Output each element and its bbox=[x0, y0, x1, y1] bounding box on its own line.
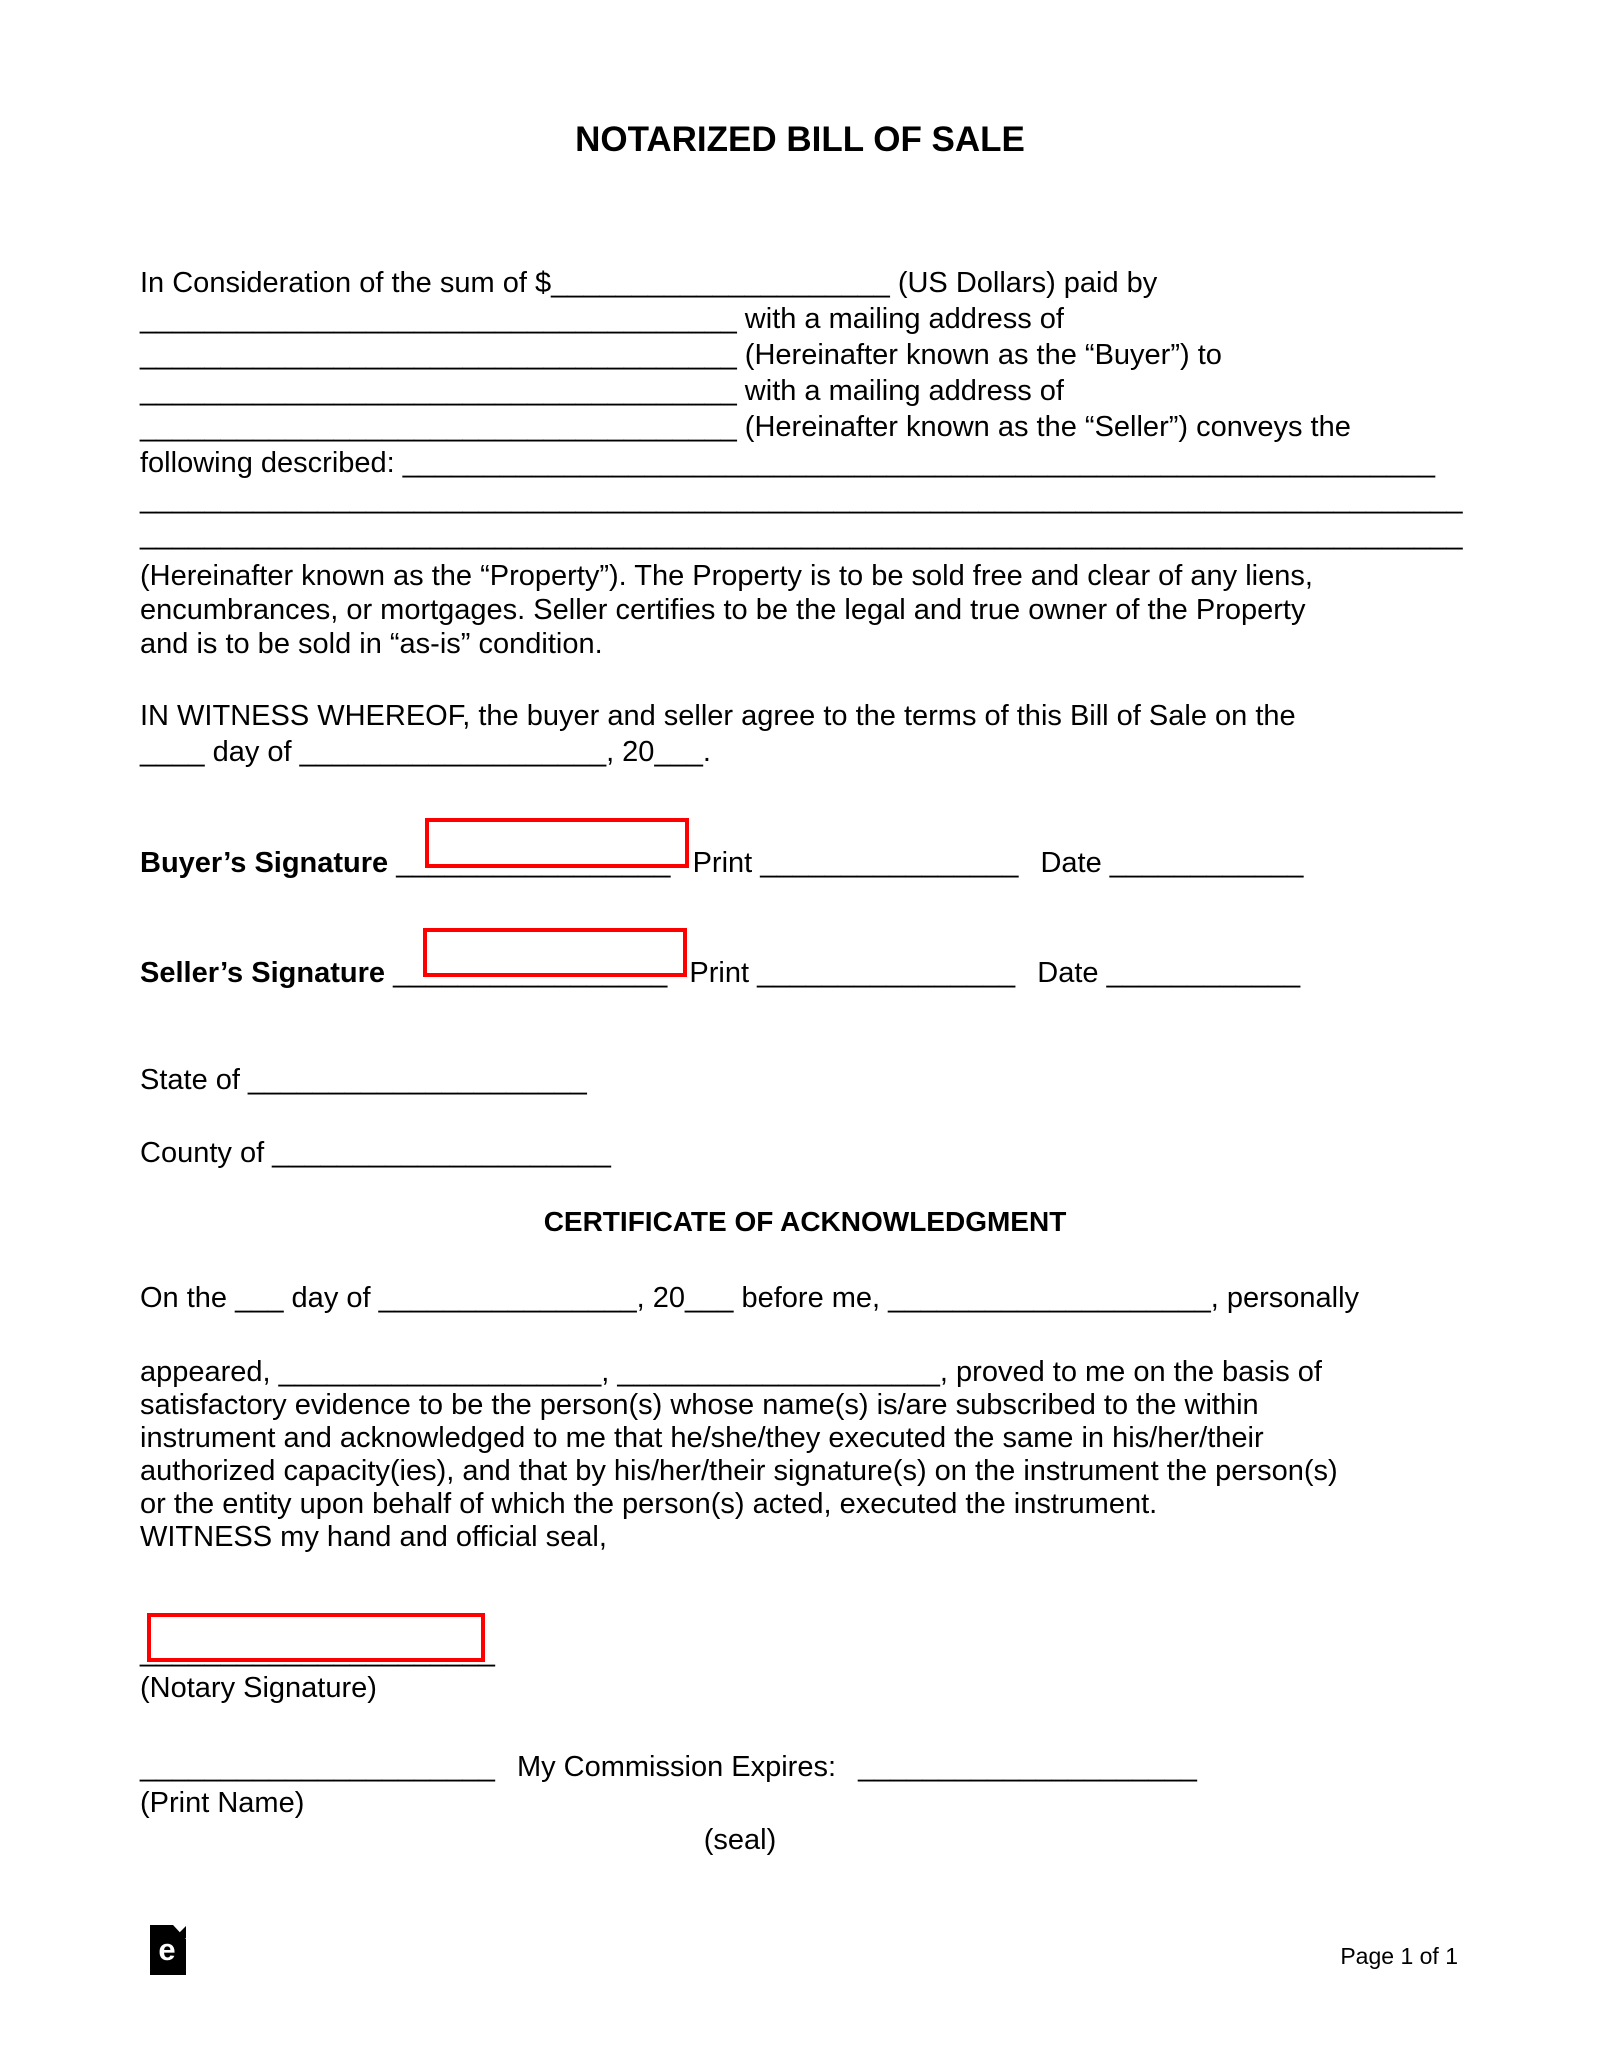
seller-date-line[interactable]: ____________ bbox=[1106, 957, 1301, 989]
acknowledgment-paragraph bbox=[140, 1356, 1470, 1554]
intro-paragraph bbox=[140, 265, 1470, 553]
buyer-signature-line[interactable]: _________________ bbox=[396, 847, 671, 879]
notary-signature-caption: (Notary Signature) bbox=[140, 1672, 377, 1704]
seller-signature-field[interactable] bbox=[423, 928, 687, 977]
acknowledgment-body-line: or the entity upon behalf of which the person(s) acted, executed the instrument. bbox=[140, 1488, 1158, 1520]
buyer-signature-row bbox=[140, 845, 1470, 881]
seal-caption: (seal) bbox=[703, 1824, 777, 1856]
acknowledgment-body-line: instrument and acknowledged to me that he/she/they executed the same in his/her/their bbox=[140, 1422, 1264, 1454]
description-blank-line[interactable]: __________________________________________________________________________________ bbox=[140, 519, 1463, 551]
eforms-logo bbox=[150, 1925, 186, 1975]
commission-expires-line[interactable]: _____________________ bbox=[858, 1751, 1197, 1783]
notary-print-name-line[interactable]: ______________________ bbox=[140, 1751, 495, 1783]
property-clause-line: and is to be sold in “as-is” condition. bbox=[140, 628, 603, 660]
description-blank-line[interactable]: __________________________________________________________________________________ bbox=[140, 483, 1463, 515]
seller-date-label: Date bbox=[1037, 957, 1099, 989]
buyer-print-label: Print bbox=[692, 847, 753, 879]
buyer-date-label: Date bbox=[1040, 847, 1102, 879]
witness-date-line[interactable]: ____ day of ___________________, 20___. bbox=[140, 736, 711, 768]
witness-clause bbox=[140, 698, 1470, 770]
intro-line-consideration: In Consideration of the sum of $_____________________ (US Dollars) paid by bbox=[140, 267, 1158, 299]
notary-commission-block bbox=[140, 1749, 1470, 1821]
seller-signature-line[interactable]: _________________ bbox=[393, 957, 668, 989]
seller-print-line[interactable]: ________________ bbox=[757, 957, 1016, 989]
intro-line-description-label: following described: ________________________________________________________________ bbox=[140, 447, 1435, 479]
document-title: NOTARIZED BILL OF SALE bbox=[575, 120, 1025, 159]
acknowledgment-witness-line: WITNESS my hand and official seal, bbox=[140, 1521, 607, 1553]
buyer-signature-label: Buyer’s Signature bbox=[140, 847, 389, 879]
page-number: Page 1 of 1 bbox=[1340, 1943, 1458, 1969]
property-clause-line: (Hereinafter known as the “Property”). The Property is to be sold free and clear of any liens, bbox=[140, 560, 1313, 592]
seller-print-label: Print bbox=[689, 957, 750, 989]
county-of-line[interactable]: County of _____________________ bbox=[140, 1137, 611, 1169]
acknowledgment-body-line: authorized capacity(ies), and that by his/her/their signature(s) on the instrument the person(s) bbox=[140, 1455, 1338, 1487]
state-of-line[interactable]: State of _____________________ bbox=[140, 1064, 587, 1096]
seller-signature-label: Seller’s Signature bbox=[140, 957, 385, 989]
property-clause bbox=[140, 559, 1470, 661]
buyer-print-line[interactable]: ________________ bbox=[760, 847, 1019, 879]
eforms-logo-letter: e bbox=[158, 1932, 176, 1967]
notary-signature-block bbox=[140, 1634, 1470, 1706]
buyer-date-line[interactable]: ____________ bbox=[1109, 847, 1304, 879]
seller-signature-row bbox=[140, 955, 1470, 991]
notary-signature-line[interactable]: ______________________ bbox=[140, 1636, 495, 1668]
print-name-caption: (Print Name) bbox=[140, 1787, 305, 1819]
commission-expires-label: My Commission Expires: bbox=[516, 1751, 837, 1783]
acknowledgment-body-line: satisfactory evidence to be the person(s) whose name(s) is/are subscribed to the within bbox=[140, 1389, 1259, 1421]
property-clause-line: encumbrances, or mortgages. Seller certifies to be the legal and true owner of the Property bbox=[140, 594, 1306, 626]
acknowledgment-body-line: appeared, ____________________, ____________________, proved to me on the basis of bbox=[140, 1356, 1322, 1388]
witness-clause-line: IN WITNESS WHEREOF, the buyer and seller agree to the terms of this Bill of Sale on the bbox=[140, 700, 1296, 732]
acknowledgment-opening-line: On the ___ day of ________________, 20___ before me, ____________________, personally bbox=[140, 1282, 1360, 1314]
buyer-signature-field[interactable] bbox=[425, 818, 689, 868]
intro-line-buyer-address: _____________________________________ (Hereinafter known as the “Buyer”) to bbox=[140, 339, 1222, 371]
certificate-heading: CERTIFICATE OF ACKNOWLEDGMENT bbox=[543, 1206, 1067, 1237]
intro-line-seller-address: _____________________________________ (Hereinafter known as the “Seller”) conveys the bbox=[140, 411, 1351, 443]
intro-line-buyer-name: _____________________________________ with a mailing address of bbox=[140, 303, 1064, 335]
intro-line-seller-name: _____________________________________ with a mailing address of bbox=[140, 375, 1064, 407]
